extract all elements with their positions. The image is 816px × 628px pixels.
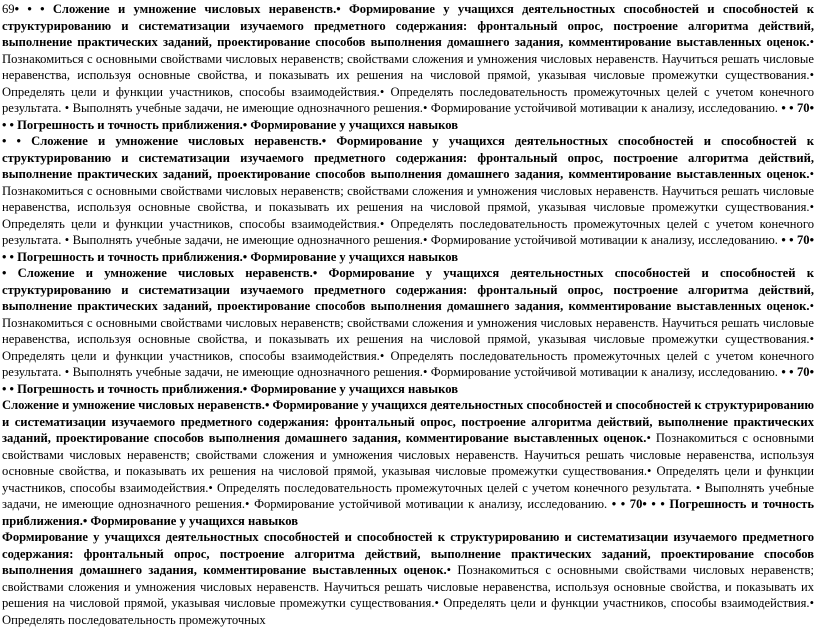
text-block-2: [2, 133, 814, 265]
block-body-text: • Познакомиться с основными свойствами числовых неравенств; свойствами сложения и умножения числовых неравенств. Научиться решать числовые неравенства, используя основные свойства, и показывать их решения на числовой прямой, указывая числовые промежутки существования.• Определять цели и функции участников, способы взаимодействия.• Определять последовательность промежуточных целей с учетом конечного результата. • Выполнять учебные задачи, не имеющие однозначного решения.• Формирование устойчивой мотивации к анализу, исследованию.: [2, 35, 814, 115]
text-block-1: [2, 1, 814, 133]
block-heading: • Сложение и умножение числовых неравенств.: [2, 266, 313, 280]
block-tail-text: • • 70• • • Погрешность и точность приближения.• Формирование у учащихся навыков: [2, 101, 814, 132]
block-bold-text: • Формирование у учащихся деятельностных способностей и способностей к структурированию и систематизации изучаемого предметного содержания: фронтальный опрос, построение алгоритма действий, выполнение практических заданий, проектирование способов выполнения домашнего задания, комментирование выставленных оценок.: [2, 134, 814, 181]
text-block-3: [2, 265, 814, 397]
block-bold-text: • Формирование у учащихся деятельностных способностей и способностей к структурированию и систематизации изучаемого предметного содержания: фронтальный опрос, построение алгоритма действий, выполнение практических заданий, проектирование способов выполнения домашнего задания, комментирование выставленных оценок.: [2, 398, 814, 445]
block-tail-text: • • 70• • • Погрешность и точность приближения.• Формирование у учащихся навыков: [2, 497, 814, 528]
block-body-text: • Познакомиться с основными свойствами числовых неравенств; свойствами сложения и умножения числовых неравенств. Научиться решать числовые неравенства, используя основные свойства, и показывать их решения на числовой прямой, указывая числовые промежутки существования.• Определять цели и функции участников, способы взаимодействия.• Определять последовательность промежуточных целей с учетом конечного результата. • Выполнять учебные задачи, не имеющие однозначного решения.• Формирование устойчивой мотивации к анализу, исследованию.: [2, 299, 814, 379]
block-tail-text: • • 70• • • Погрешность и точность приближения.• Формирование у учащихся навыков: [2, 365, 814, 396]
document-text: [2, 1, 814, 628]
block-bold-text: • Формирование у учащихся деятельностных способностей и способностей к структурированию и систематизации изучаемого предметного содержания: фронтальный опрос, построение алгоритма действий, выполнение практических заданий, проектирование способов выполнения домашнего задания, комментирование выставленных оценок.: [2, 2, 814, 49]
block-heading: • • Сложение и умножение числовых неравенств.: [2, 134, 322, 148]
block-heading: • • • Сложение и умножение числовых неравенств.: [14, 2, 337, 16]
block-body-text: • Познакомиться с основными свойствами числовых неравенств; свойствами сложения и умножения числовых неравенств. Научиться решать числовые неравенства, используя основные свойства, и показывать их решения на числовой прямой, указывая числовые промежутки существования.• Определять цели и функции участников, способы взаимодействия.• Определять последовательность промежуточных: [2, 563, 814, 627]
text-block-5: [2, 529, 814, 628]
block-bold-text: Формирование у учащихся деятельностных способностей и способностей к структурированию и систематизации изучаемого предметного содержания: фронтальный опрос, построение алгоритма действий, выполнение практических заданий, проектирование способов выполнения домашнего задания, комментирование выставленных оценок.: [2, 530, 814, 577]
block-bold-text: • Формирование у учащихся деятельностных способностей и способностей к структурированию и систематизации изучаемого предметного содержания: фронтальный опрос, построение алгоритма действий, выполнение практических заданий, проектирование способов выполнения домашнего задания, комментирование выставленных оценок.: [2, 266, 814, 313]
block-body-text: • Познакомиться с основными свойствами числовых неравенств; свойствами сложения и умножения числовых неравенств. Научиться решать числовые неравенства, используя основные свойства, и показывать их решения на числовой прямой, указывая числовые промежутки существования.• Определять цели и функции участников, способы взаимодействия.• Определять последовательность промежуточных целей с учетом конечного результата. • Выполнять учебные задачи, не имеющие однозначного решения.• Формирование устойчивой мотивации к анализу, исследованию.: [2, 431, 815, 511]
block-heading: Сложение и умножение числовых неравенств.: [2, 398, 265, 412]
block-tail-text: • • 70• • • Погрешность и точность приближения.• Формирование у учащихся навыков: [2, 233, 814, 264]
text-block-4: [2, 397, 814, 529]
block-lead-number: 69: [2, 2, 15, 16]
block-body-text: • Познакомиться с основными свойствами числовых неравенств; свойствами сложения и умножения числовых неравенств. Научиться решать числовые неравенства, используя основные свойства, и показывать их решения на числовой прямой, указывая числовые промежутки существования.• Определять цели и функции участников, способы взаимодействия.• Определять последовательность промежуточных целей с учетом конечного результата. • Выполнять учебные задачи, не имеющие однозначного решения.• Формирование устойчивой мотивации к анализу, исследованию.: [2, 167, 814, 247]
